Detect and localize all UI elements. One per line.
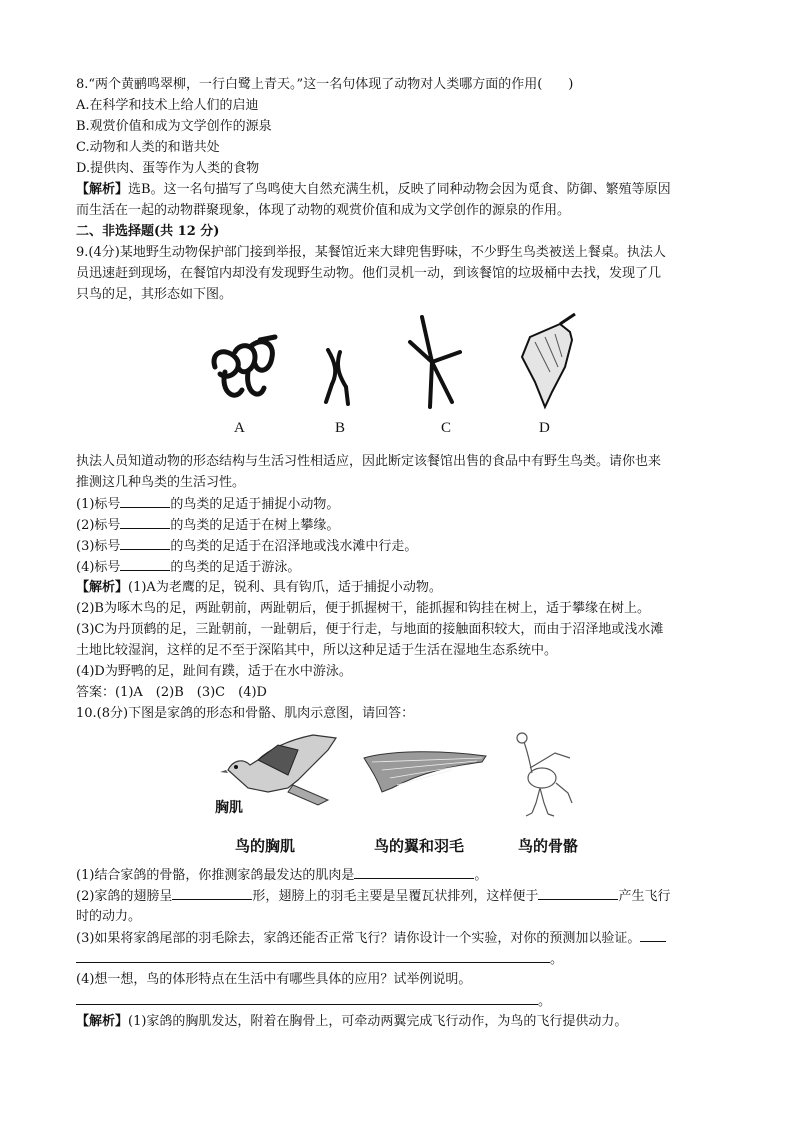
analysis-text: (1)A为老鹰的足，锐利、具有钩爪，适于捕捉小动物。 xyxy=(128,580,442,595)
answer-blank[interactable] xyxy=(76,992,538,1005)
caption-skeleton: 鸟的骨骼 xyxy=(518,837,579,855)
figure-label-a: A xyxy=(234,420,245,436)
q8-option-d: D.提供肉、蛋等作为人类的食物 xyxy=(76,161,260,176)
q8-option-b: B.观赏价值和成为文学创作的源泉 xyxy=(76,119,272,134)
q9-sub3 xyxy=(76,537,726,556)
foot-d-illustration xyxy=(522,314,575,407)
q1-end: 。 xyxy=(474,868,488,883)
sub-pre: (4)标号 xyxy=(76,560,121,575)
sub-post: 的鸟类的足适于在树上攀缘。 xyxy=(170,518,340,533)
q10-q3-answer-line xyxy=(76,950,726,969)
q9-text-line2: 推测这几种鸟类的生活习性。 xyxy=(76,475,246,490)
section-title: 二、非选择题(共 12 分) xyxy=(76,224,220,239)
q10-q4: (4)想一想，鸟的体形特点在生活中有哪些具体的应用？试举例说明。 xyxy=(76,972,472,987)
analysis-tag: 【解析】 xyxy=(76,580,129,595)
sub-post: 的鸟类的足适于在沼泽地或浅水滩中行走。 xyxy=(170,539,418,554)
sub-post: 的鸟类的足适于捕捉小动物。 xyxy=(170,497,340,512)
sub-pre: (3)标号 xyxy=(76,539,121,554)
q9-analysis-1 xyxy=(76,579,726,597)
answer-blank[interactable] xyxy=(120,558,170,571)
q10-stem: 10.(8分)下图是家鸽的形态和骨骼、肌肉示意图，请回答： xyxy=(76,706,415,721)
answer-blank[interactable] xyxy=(538,887,618,900)
q10-q1 xyxy=(76,866,726,885)
q9-stem-line3: 只鸟的足，其形态如下图。 xyxy=(76,287,233,302)
bird-feet-figure xyxy=(200,312,600,412)
sub-post: 的鸟类的足适于游泳。 xyxy=(170,560,301,575)
q9-text-line1: 执法人员知道动物的形态结构与生活习性相适应，因此断定该餐馆出售的食品中有野生鸟类。请你也来 xyxy=(76,454,662,469)
q2-text: (2)家鸽的翅膀呈 xyxy=(76,889,173,904)
figure-label-c: C xyxy=(441,420,452,436)
q1-text: (1)结合家鸽的骨骼，你推测家鸽最发达的肌肉是 xyxy=(76,868,355,883)
analysis-text: (1)家鸽的胸肌发达，附着在胸骨上，可牵动两翼完成飞行动作，为鸟的飞行提供动力。 xyxy=(128,1014,628,1029)
answer-blank[interactable] xyxy=(120,516,170,529)
q9-analysis-4: (4)D为野鸭的足，趾间有蹼，适于在水中游泳。 xyxy=(76,664,352,679)
figure-label-d: D xyxy=(539,420,550,436)
q2-end: 产生飞行 xyxy=(618,889,671,904)
q8-analysis-text: 选B。这一名句描写了鸟鸣使大自然充满生机，反映了同种动物会因为觅食、防御、繁殖等原因 xyxy=(128,182,671,197)
q10-q4-answer-line xyxy=(76,992,726,1011)
q10-q2-line2: 时的动力。 xyxy=(76,909,142,924)
q8-option-a: A.在科学和技术上给人们的启迪 xyxy=(76,98,259,113)
q9-sub2 xyxy=(76,516,726,535)
foot-b-illustration xyxy=(326,350,348,404)
q9-analysis-2: (2)B为啄木鸟的足，两趾朝前，两趾朝后，便于抓握树干，能抓握和钩挂在树上，适于攀缘在树上。 xyxy=(76,601,650,616)
q8-stem: 8.“两个黄鹂鸣翠柳，一行白鹭上青天。”这一名句体现了动物对人类哪方面的作用( ) xyxy=(76,77,574,92)
q8-analysis xyxy=(76,181,726,199)
answer-blank[interactable] xyxy=(120,495,170,508)
q9-stem-line1: 9.(4分)某地野生动物保护部门接到举报，某餐馆近来大肆兜售野味，不少野生鸟类被送上餐桌。执法人 xyxy=(76,245,666,260)
q3-text: (3)如果将家鸽尾部的羽毛除去，家鸽还能否正常飞行？请你设计一个实验，对你的预测加以验证。 xyxy=(76,931,641,946)
q9-stem-line2: 员迅速赶到现场，在餐馆内却没有发现野生动物。他们灵机一动，到该餐馆的垃圾桶中去找，发现了几 xyxy=(76,266,662,281)
figure-label-b: B xyxy=(335,420,346,436)
q9-analysis-3b: 土地比较湿润，这样的足不至于深陷其中，所以这种足适于生活在湿地生态系统中。 xyxy=(76,643,558,658)
answer-blank[interactable] xyxy=(354,866,474,879)
q9-sub1 xyxy=(76,495,726,514)
wing-feathers-figure xyxy=(362,748,488,798)
foot-c-illustration xyxy=(410,317,460,407)
skeleton-figure xyxy=(510,728,580,818)
caption-chest-muscle: 鸟的胸肌 xyxy=(235,837,296,855)
q8-option-c: C.动物和人类的和谐共处 xyxy=(76,140,220,155)
analysis-tag: 【解析】 xyxy=(76,182,129,197)
q9-answer: 答案：(1)A (2)B (3)C (4)D xyxy=(76,685,267,700)
caption-wing-feathers: 鸟的翼和羽毛 xyxy=(374,837,465,855)
q2-mid: 形，翅膀上的羽毛主要是呈覆瓦状排列，这样便于 xyxy=(252,889,539,904)
q9-sub4 xyxy=(76,558,726,577)
answer-blank[interactable] xyxy=(172,887,252,900)
sub-pre: (2)标号 xyxy=(76,518,121,533)
foot-a-illustration xyxy=(214,337,275,395)
answer-blank[interactable] xyxy=(76,950,550,963)
q10-q2 xyxy=(76,887,726,906)
answer-blank[interactable] xyxy=(640,929,666,942)
answer-blank[interactable] xyxy=(120,537,170,550)
q10-q3 xyxy=(76,929,726,948)
q8-analysis-cont: 而生活在一起的动物群聚现象，体现了动物的观赏价值和成为文学创作的源泉的作用。 xyxy=(76,203,571,218)
q10-analysis-1 xyxy=(76,1013,726,1031)
chest-muscle-label: 胸肌 xyxy=(215,800,243,816)
sub-pre: (1)标号 xyxy=(76,497,121,512)
q4-end: 。 xyxy=(538,994,552,1009)
q3-end: 。 xyxy=(550,952,564,967)
analysis-tag: 【解析】 xyxy=(76,1014,129,1029)
q9-analysis-3a: (3)C为丹顶鹤的足，三趾朝前，一趾朝后，便于行走，与地面的接触面积较大，而由于沼泽地或浅水滩 xyxy=(76,622,664,637)
